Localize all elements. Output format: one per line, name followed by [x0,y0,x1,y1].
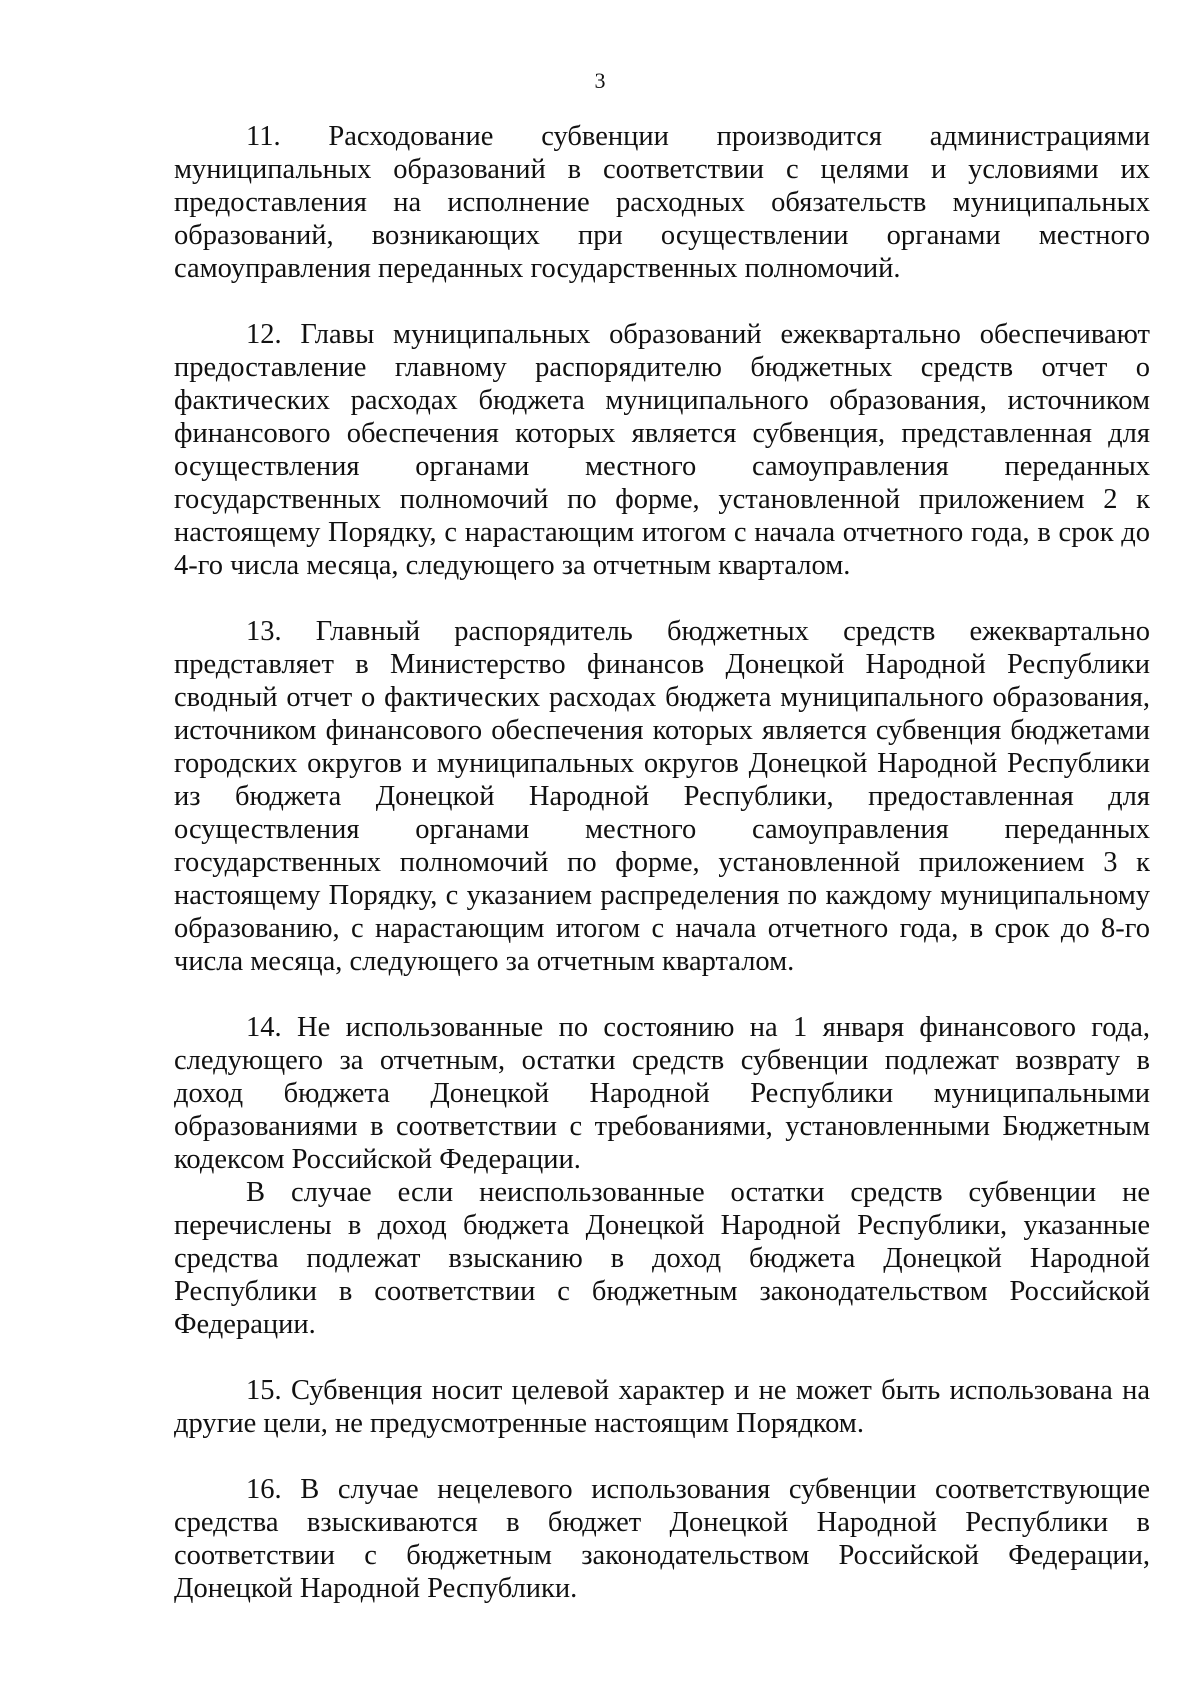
paragraph-14-continuation: В случае если неиспользованные остатки средств субвенции не перечислены в доход бюджета Донецкой Народной Республики, указанные средства подлежат взысканию в доход бюджета Донецкой Народной Республики в соответствии с бюджетным законодательством Российской Федерации. [174,1177,1150,1340]
paragraph-14: 14. Не использованные по состоянию на 1 января финансового года, следующего за отчетным, остатки средств субвенции подлежат возврату в доход бюджета Донецкой Народной Республики муниципальными образованиями в соответствии с требованиями, установленными Бюджетным кодексом Российской Федерации. [174,1012,1150,1175]
paragraph-13: 13. Главный распорядитель бюджетных средств ежеквартально представляет в Министерство финансов Донецкой Народной Республики сводный отчет о фактических расходах бюджета муниципального образования, источником финансового обеспечения которых является субвенция бюджетами городских округов и муниципальных округов Донецкой Народной Республики из бюджета Донецкой Народной Республики, предоставленная для осуществления органами местного самоуправления переданных государственных полномочий по форме, установленной приложением 3 к настоящему Порядку, с указанием распределения по каждому муниципальному образованию, с нарастающим итогом с начала отчетного года, в срок до 8-го числа месяца, следующего за отчетным кварталом. [174,616,1150,977]
document-body [174,120,1150,1605]
paragraph-16: 16. В случае нецелевого использования субвенции соответствующие средства взыскиваются в бюджет Донецкой Народной Республики в соответствии с бюджетным законодательством Российской Федерации, Донецкой Народной Республики. [174,1474,1150,1604]
page-number: 3 [594,68,606,93]
paragraph-11: 11. Расходование субвенции производится администрациями муниципальных образований в соответствии с целями и условиями их предоставления на исполнение расходных обязательств муниципальных образований, возникающих при осуществлении органами местного самоуправления переданных государственных полномочий. [174,121,1150,284]
paragraph-12: 12. Главы муниципальных образований ежеквартально обеспечивают предоставление главному распорядителю бюджетных средств отчет о фактических расходах бюджета муниципального образования, источником финансового обеспечения которых является субвенция, представленная для осуществления органами местного самоуправления переданных государственных полномочий по форме, установленной приложением 2 к настоящему Порядку, с нарастающим итогом с начала отчетного года, в срок до 4-го числа месяца, следующего за отчетным кварталом. [174,319,1150,581]
paragraph-15: 15. Субвенция носит целевой характер и не может быть использована на другие цели, не предусмотренные настоящим Порядком. [174,1375,1150,1439]
